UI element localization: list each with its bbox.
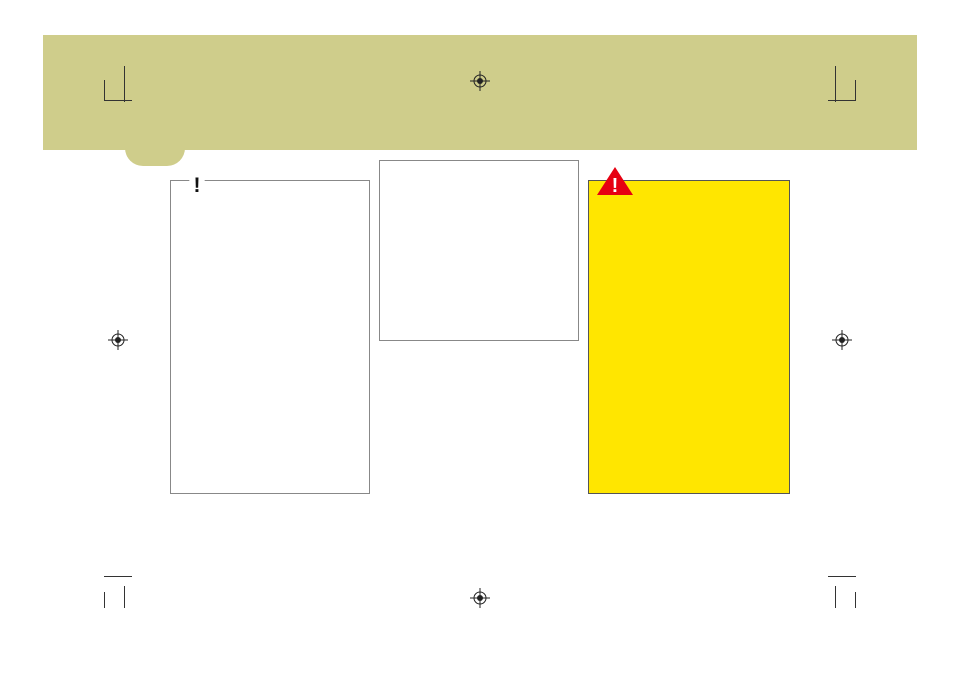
crop-mark <box>855 80 856 100</box>
crop-mark <box>104 100 132 101</box>
crop-mark <box>835 66 836 102</box>
registration-mark-icon <box>470 588 490 608</box>
registration-mark-icon <box>470 71 490 91</box>
crop-mark <box>124 586 125 608</box>
crop-mark <box>104 576 132 577</box>
crop-mark <box>828 576 856 577</box>
svg-text:!: ! <box>611 175 619 196</box>
page-number-tab <box>125 128 185 166</box>
registration-mark-icon <box>832 330 852 350</box>
exclamation-triangle-icon <box>596 166 634 196</box>
svg-text:!: ! <box>193 174 201 196</box>
exclamation-triangle-icon <box>180 168 214 196</box>
crop-mark <box>828 100 856 101</box>
registration-mark-icon <box>108 330 128 350</box>
crop-mark <box>855 592 856 608</box>
info-box <box>379 160 579 341</box>
crop-mark <box>104 592 105 608</box>
crop-mark <box>835 586 836 608</box>
warning-box <box>588 180 790 494</box>
crop-mark <box>124 66 125 102</box>
crop-mark <box>104 80 105 100</box>
caution-box <box>170 180 370 494</box>
